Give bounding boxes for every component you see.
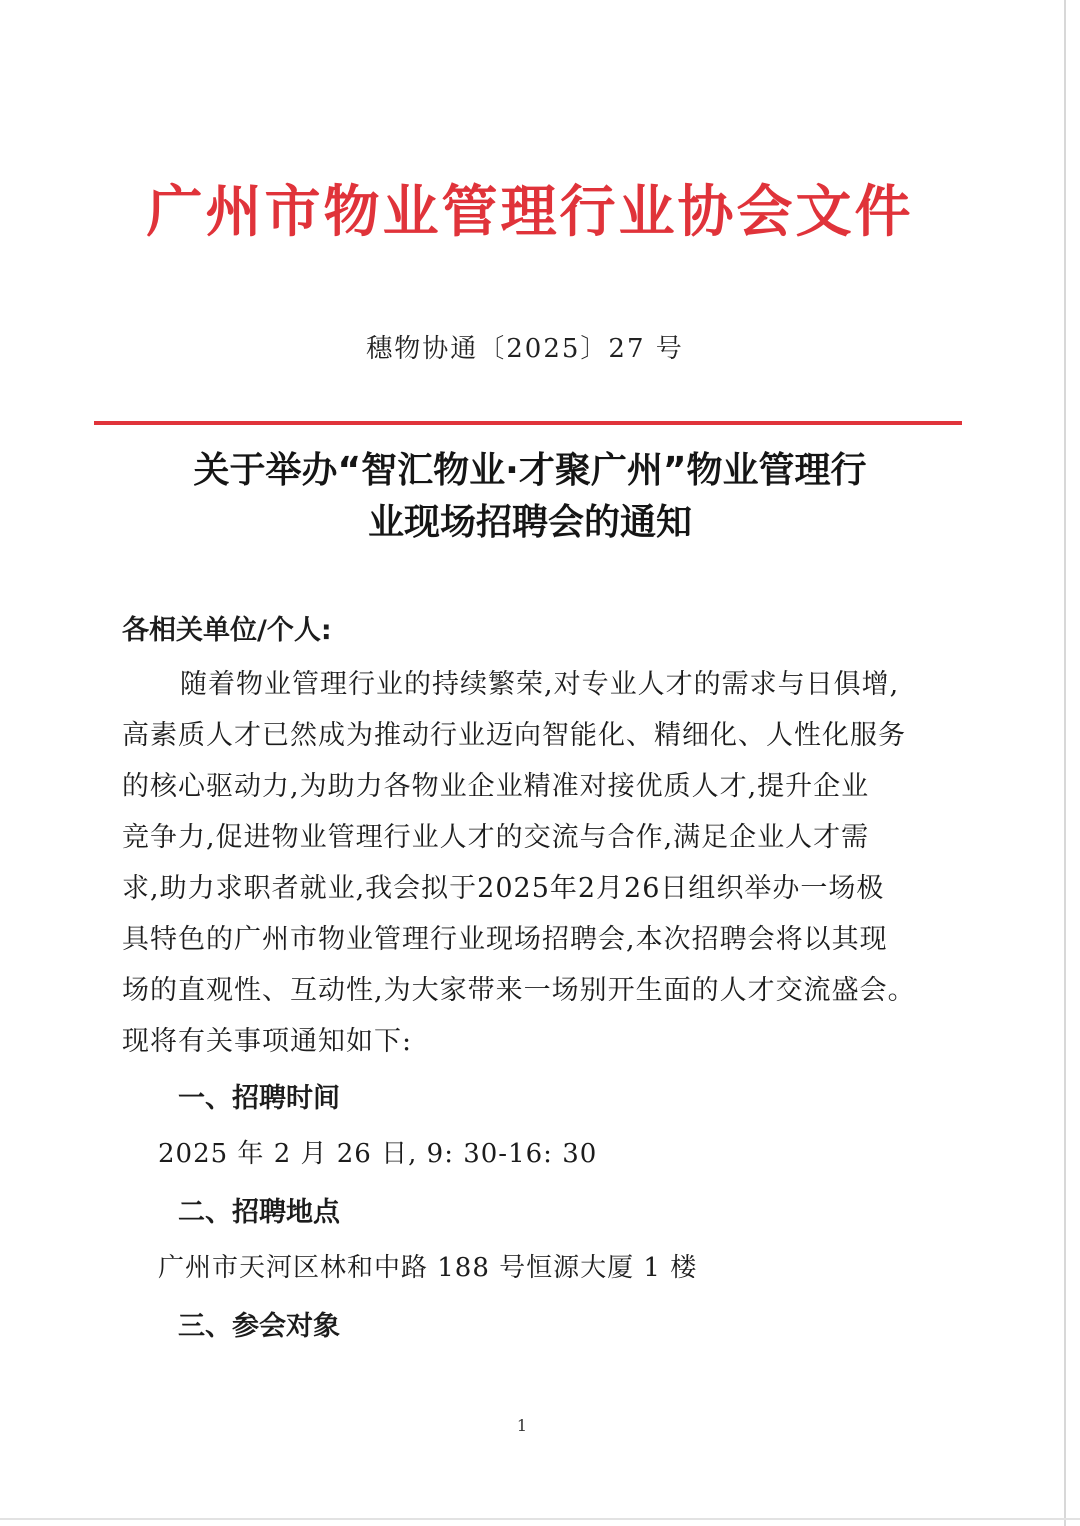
paragraph-line: 场的直观性、互动性,为大家带来一场别开生面的人才交流盛会。 bbox=[122, 975, 916, 1006]
paragraph-line: 求,助力求职者就业,我会拟于2025年2月26日组织举办一场极 bbox=[122, 873, 885, 904]
paragraph-line: 的核心驱动力,为助力各物业企业精准对接优质人才,提升企业 bbox=[122, 771, 870, 802]
notice-title bbox=[110, 445, 950, 549]
section-heading-time: 一、招聘时间 bbox=[178, 1083, 340, 1114]
org-document-header: 广州市物业管理行业协会文件 bbox=[146, 179, 914, 245]
paragraph-line: 高素质人才已然成为推动行业迈向智能化、精细化、人性化服务 bbox=[122, 720, 906, 751]
page-number: 1 bbox=[516, 1416, 528, 1435]
scan-edge-right bbox=[1064, 0, 1066, 1526]
section-heading-location: 二、招聘地点 bbox=[178, 1197, 340, 1228]
section-heading-attendees: 三、参会对象 bbox=[178, 1311, 340, 1342]
section-content-location: 广州市天河区林和中路 188 号恒源大厦 1 楼 bbox=[158, 1253, 698, 1283]
scan-edge-bottom bbox=[0, 1518, 1080, 1520]
paragraph-line: 竞争力,促进物业管理行业人才的交流与合作,满足企业人才需 bbox=[122, 822, 870, 853]
section-content-time: 2025 年 2 月 26 日, 9: 30-16: 30 bbox=[158, 1139, 598, 1169]
notice-title-line: 关于举办“智汇物业·才聚广州”物业管理行 bbox=[193, 450, 867, 491]
document-number: 穗物协通〔2025〕27 号 bbox=[366, 334, 684, 364]
notice-title-line: 业现场招聘会的通知 bbox=[367, 502, 692, 543]
paragraph-line: 现将有关事项通知如下: bbox=[122, 1026, 413, 1057]
paragraph-line: 具特色的广州市物业管理行业现场招聘会,本次招聘会将以其现 bbox=[122, 924, 888, 955]
paragraph-line: 随着物业管理行业的持续繁荣,对专业人才的需求与日俱增, bbox=[180, 669, 900, 700]
red-divider-line bbox=[94, 421, 962, 425]
salutation: 各相关单位/个人: bbox=[122, 615, 332, 646]
